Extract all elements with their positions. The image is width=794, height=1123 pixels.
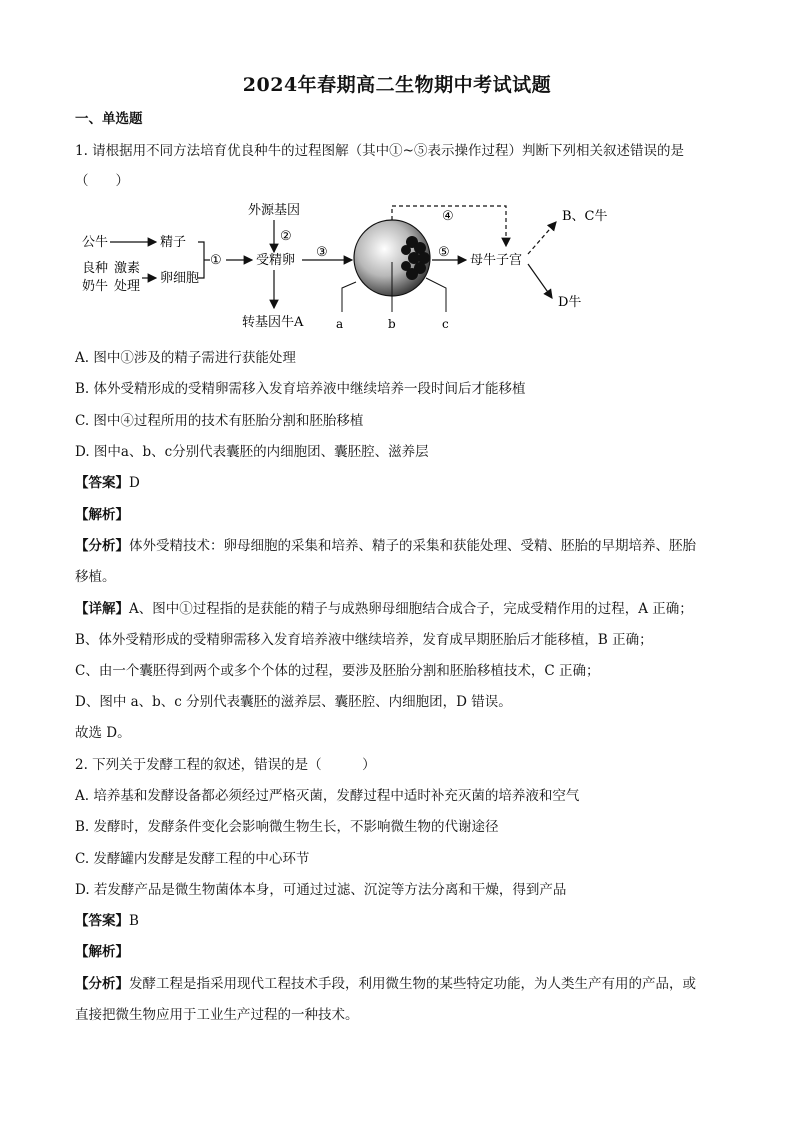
answer-tag: 【答案】	[75, 913, 129, 929]
uterus-label: 母牛子宫	[470, 253, 523, 268]
transgenic-cattle-label: 转基因牛A	[242, 315, 304, 330]
fertilized-egg-label: 受精卵	[256, 253, 296, 268]
q2-fenxi-text: 发酵工程是指采用现代工程技术手段，利用微生物的某些特定功能，为人类生产有用的产品，或	[129, 976, 696, 992]
q2-stem: 2. 下列关于发酵工程的叙述，错误的是（ ）	[75, 757, 376, 773]
q2-answer-row	[75, 912, 735, 930]
q1-stem-blank: （ ）	[75, 173, 129, 189]
arrow-bc	[528, 222, 556, 254]
sperm-label: 精子	[160, 235, 187, 250]
step3-label: ③	[316, 245, 328, 260]
label-b: b	[388, 317, 396, 331]
q1-detail	[75, 600, 735, 618]
step5-label: ⑤	[438, 245, 450, 260]
q1-answer-row	[75, 474, 735, 492]
cow-label-2: 奶牛	[82, 279, 109, 294]
q1-fenxi-text: 体外受精技术：卵母细胞的采集和培养、精子的采集和获能处理、受精、胚胎的早期培养、胚胎	[129, 538, 696, 554]
q2-answer: B	[129, 913, 139, 929]
q1-diagram	[80, 196, 620, 338]
q1-fenxi-cont: 移植。	[75, 569, 116, 585]
q1-fenxi	[75, 537, 735, 555]
q1-detail-b: B、体外受精形成的受精卵需移入发育培养液中继续培养，发育成早期胚胎后才能移植，B 正确；	[75, 632, 653, 648]
cow-label-1: 良种	[82, 261, 109, 276]
q1-option-d: D. 图中a、b、c分别代表囊胚的内细胞团、囊胚腔、滋养层	[75, 444, 429, 460]
step2-label: ②	[280, 229, 292, 244]
hormone-label-2: 处理	[114, 279, 141, 294]
q1-option-b: B. 体外受精形成的受精卵需移入发育培养液中继续培养一段时间后才能移植	[75, 381, 526, 397]
q1-detail-c: C、由一个囊胚得到两个或多个个体的过程，要涉及胚胎分割和胚胎移植技术，C 正确；	[75, 663, 600, 679]
label-a: a	[336, 317, 344, 331]
q1-answer: D	[129, 475, 140, 491]
fenxi-tag: 【分析】	[75, 538, 129, 554]
egg-label: 卵细胞	[160, 271, 200, 286]
step1-label: ①	[210, 253, 222, 268]
q2-fenxi	[75, 975, 735, 993]
q2-analysis-tag: 【解析】	[75, 944, 129, 960]
q1-conclusion: 故选 D。	[75, 725, 131, 741]
q1-analysis-tag: 【解析】	[75, 507, 129, 523]
foreign-gene-label: 外源基因	[248, 203, 301, 218]
arrow-d	[528, 264, 552, 298]
q1-detail-d: D、图中 a、b、c 分别代表囊胚的滋养层、囊胚腔、内细胞团，D 错误。	[75, 694, 512, 710]
step4-label: ④	[442, 209, 454, 224]
label-c: c	[442, 317, 449, 331]
exam-title: 2024年春期高二生物期中考试试题	[242, 74, 552, 96]
q2-option-d: D. 若发酵产品是微生物菌体本身，可通过过滤、沉淀等方法分离和干燥，得到产品	[75, 882, 567, 898]
q2-option-c: C. 发酵罐内发酵是发酵工程的中心环节	[75, 851, 310, 867]
bull-label: 公牛	[82, 235, 109, 250]
hormone-label-1: 激素	[114, 261, 141, 276]
d-cattle-label: D牛	[558, 295, 582, 310]
bc-cattle-label: B、C牛	[562, 209, 608, 224]
detail-tag: 【详解】	[75, 601, 129, 617]
fenxi-tag: 【分析】	[75, 976, 129, 992]
answer-tag: 【答案】	[75, 475, 129, 491]
q2-fenxi-cont: 直接把微生物应用于工业生产过程的一种技术。	[75, 1007, 359, 1023]
q1-option-a: A. 图中①涉及的精子需进行获能处理	[75, 350, 296, 366]
q2-option-b: B. 发酵时，发酵条件变化会影响微生物生长，不影响微生物的代谢途径	[75, 819, 499, 835]
q1-detail-a: A、图中①过程指的是获能的精子与成熟卵母细胞结合成合子，完成受精作用的过程，A 正确；	[129, 601, 693, 617]
q1-stem: 1. 请根据用不同方法培育优良种牛的过程图解（其中①~⑤表示操作过程）判断下列相关叙述错误的是	[75, 143, 684, 159]
q1-option-c: C. 图中④过程所用的技术有胚胎分割和胚胎移植	[75, 413, 364, 429]
q2-option-a: A. 培养基和发酵设备都必须经过严格灭菌，发酵过程中适时补充灭菌的培养液和空气	[75, 788, 580, 804]
section-heading: 一、单选题	[75, 111, 143, 127]
